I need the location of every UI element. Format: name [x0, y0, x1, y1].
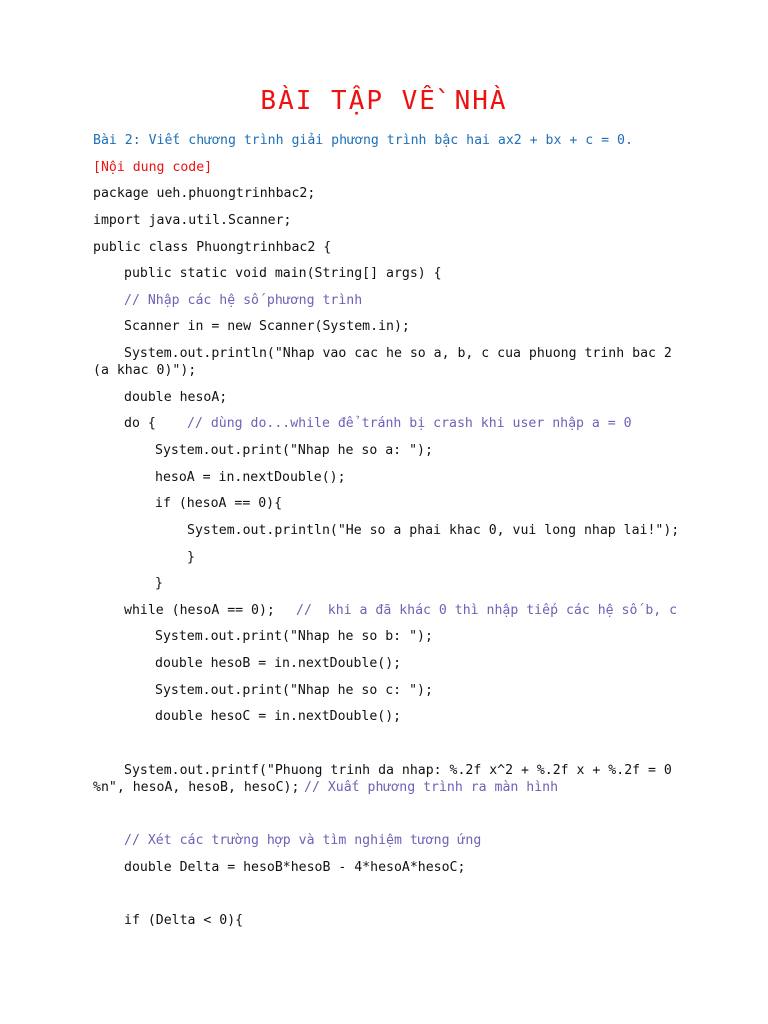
code-line-import: import java.util.Scanner;	[93, 213, 292, 228]
page-title: BÀI TẬP VỀ NHÀ	[260, 86, 508, 116]
code-line-close-do: }	[155, 576, 163, 591]
code-line-println-error: System.out.println("He so a phai khac 0, vui long nhap lai!");	[187, 523, 680, 538]
code-comment-cases: // Xét các trường hợp và tìm nghiệm tương ứng	[124, 833, 482, 848]
code-line-class-declaration: public class Phuongtrinhbac2 {	[93, 240, 332, 255]
code-line-print-b: System.out.print("Nhap he so b: ");	[155, 629, 433, 644]
code-line-printf-continued: %n", hesoA, hesoB, hesoC);	[93, 780, 300, 795]
code-comment-do-while: // dùng do...while để tránh bị crash khi user nhập a = 0	[187, 416, 632, 431]
code-line-delta: double Delta = hesoB*hesoB - 4*hesoA*hesoC;	[124, 860, 466, 875]
code-line-read-c: double hesoC = in.nextDouble();	[155, 709, 402, 724]
code-line-print-a: System.out.print("Nhap he so a: ");	[155, 443, 433, 458]
code-line-close-if: }	[187, 550, 195, 565]
code-line-scanner: Scanner in = new Scanner(System.in);	[124, 319, 410, 334]
code-line-read-a: hesoA = in.nextDouble();	[155, 470, 346, 485]
code-line-package: package ueh.phuongtrinhbac2;	[93, 186, 316, 201]
code-line-main-method: public static void main(String[] args) {	[124, 266, 442, 281]
code-line-println-prompt: System.out.println("Nhap vao cac he so a, b, c cua phuong trinh bac 2	[124, 346, 672, 361]
code-line-printf: System.out.printf("Phuong trinh da nhap: %.2f x^2 + %.2f x + %.2f = 0	[124, 763, 672, 778]
code-placeholder-label: [Nội dung code]	[93, 160, 213, 175]
code-line-read-b: double hesoB = in.nextDouble();	[155, 656, 402, 671]
code-line-if-delta: if (Delta < 0){	[124, 913, 244, 928]
code-line-print-c: System.out.print("Nhap he so c: ");	[155, 683, 433, 698]
code-line-if-a-zero: if (hesoA == 0){	[155, 496, 283, 511]
code-comment-input: // Nhập các hệ số phương trình	[124, 293, 363, 308]
code-line-declare-hesoA: double hesoA;	[124, 390, 228, 405]
code-comment-while: // khi a đã khác 0 thì nhập tiếp các hệ số b, c	[296, 603, 678, 618]
code-comment-printf: // Xuất phương trình ra màn hình	[304, 780, 559, 795]
code-line-while-condition: while (hesoA == 0);	[124, 603, 275, 618]
exercise-heading: Bài 2: Viết chương trình giải phương trình bậc hai ax2 + bx + c = 0.	[93, 133, 633, 148]
code-line-println-prompt-continued: (a khac 0)");	[93, 363, 197, 378]
code-line-do-open: do {	[124, 416, 156, 431]
